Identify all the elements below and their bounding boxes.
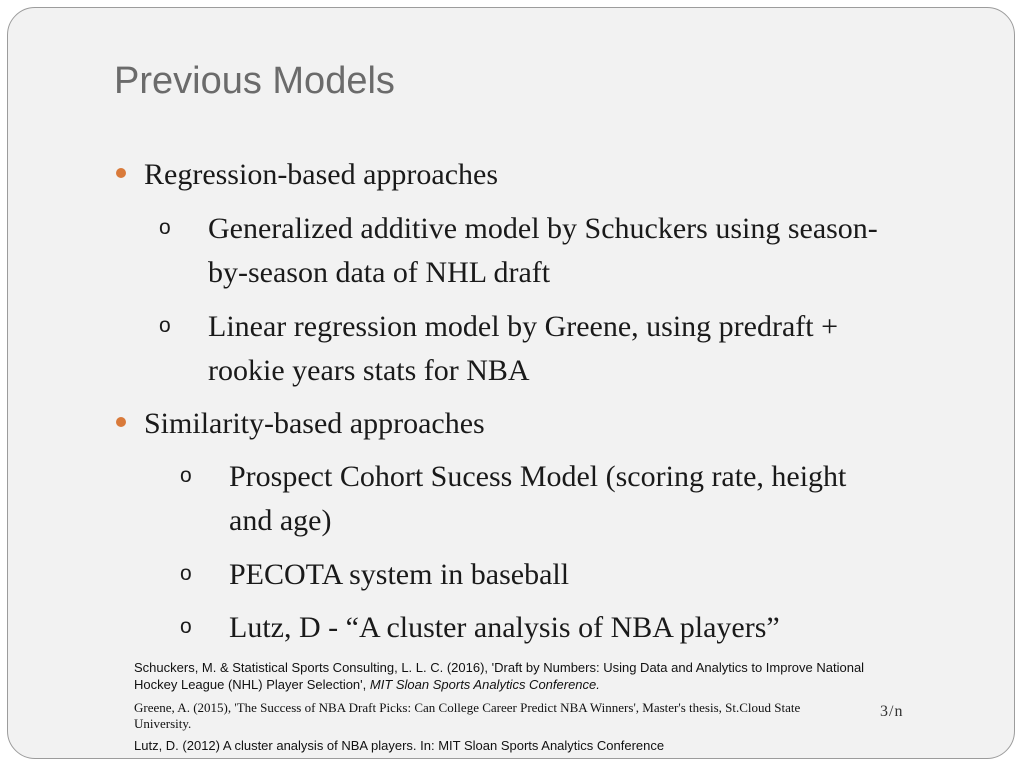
list-item [229,553,969,597]
list-item-line: PECOTA system in baseball [229,558,570,591]
page-number: 3/n [880,703,904,720]
ring-bullet-icon: o [159,314,171,337]
ring-bullet-icon: o [159,216,171,239]
slide-title: Previous Models [114,60,395,102]
list-item [208,207,968,295]
list-item-line: Prospect Cohort Sucess Model (scoring rate, height [229,460,847,493]
reference-schuckers [134,659,954,693]
section-heading-similarity: Similarity-based approaches [144,407,485,440]
reference-line: Greene, A. (2015), 'The Success of NBA Draft Picks: Can College Career Predict NBA Winners', Master's thesis, St.Cloud State [134,700,801,715]
list-item-line: Generalized additive model by Schuckers using season- [208,212,878,245]
section-heading-regression: Regression-based approaches [144,158,499,191]
list-item-line: and age) [229,504,332,537]
list-item-line: by-season data of NHL draft [208,256,551,289]
reference-lutz: Lutz, D. (2012) A cluster analysis of NBA players. In: MIT Sloan Sports Analytics Conference [134,738,665,753]
ring-bullet-icon: o [180,615,192,638]
reference-line: Schuckers, M. & Statistical Sports Consulting, L. L. C. (2016), 'Draft by Numbers: Using Data and Analytics to Improve National [134,660,865,675]
reference-greene [134,700,874,732]
list-item-line: Linear regression model by Greene, using predraft + [208,310,839,343]
reference-line [134,676,954,693]
list-item [208,305,968,393]
reference-venue: MIT Sloan Sports Analytics Conference. [369,677,600,692]
reference-text: Hockey League (NHL) Player Selection', [134,677,370,692]
ring-bullet-icon: o [180,562,192,585]
list-item-line: rookie years stats for NBA [208,354,530,387]
bullet-dot-icon [116,168,126,178]
list-item [229,455,969,543]
bullet-dot-icon [116,417,126,427]
list-item-line: Lutz, D - “A cluster analysis of NBA players” [229,611,780,644]
list-item [229,606,969,650]
reference-line: University. [134,716,192,731]
ring-bullet-icon: o [180,464,192,487]
